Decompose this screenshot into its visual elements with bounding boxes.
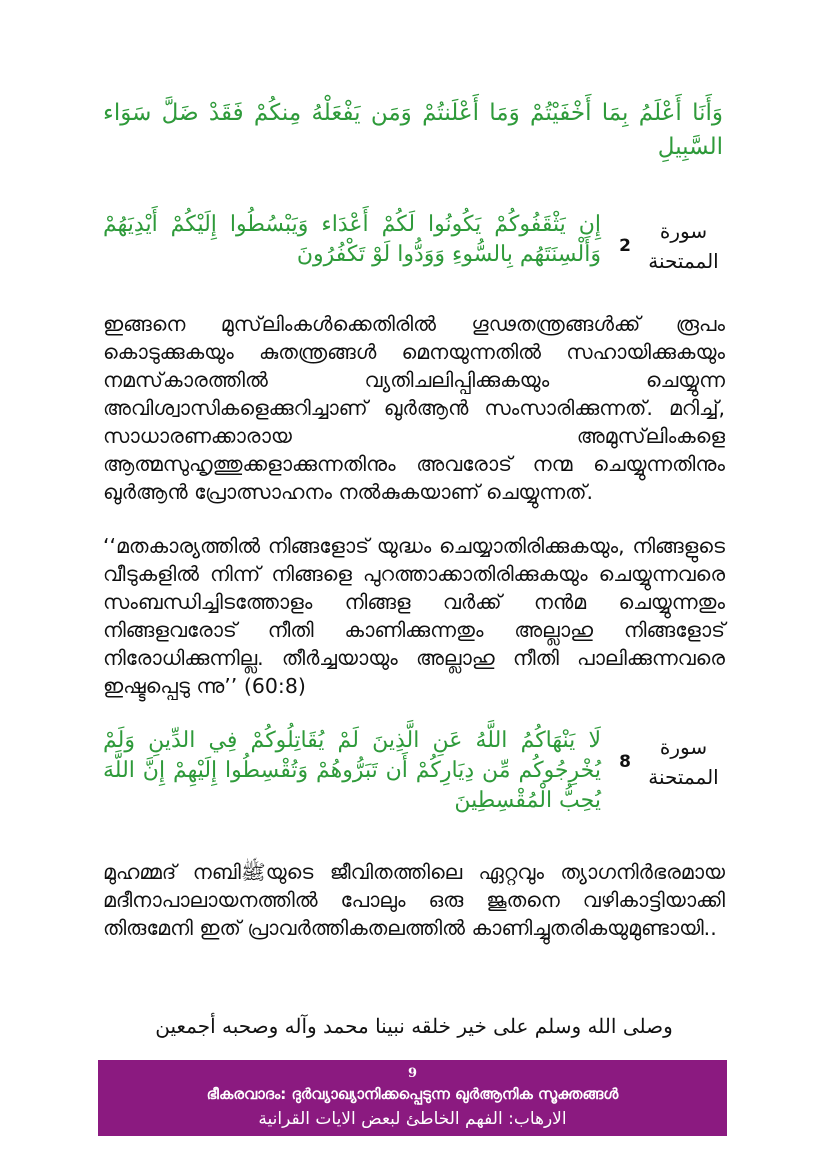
closing-salutation: وصلى الله وسلم على خير خلقه نبينا محمد وآله وصحبه أجمعين: [155, 1014, 673, 1038]
surah-label: سورة الممتحنة: [648, 219, 719, 273]
footer-title-arabic: الارهاب: الفهم الخاطئ لبعض الايات القرانية: [258, 1109, 567, 1129]
paragraph-verse-translation: ‘‘മതകാര്യത്തിൽ നിങ്ങളോട് യുദ്ധം ചെയ്യാതിരിക്കുകയും, നിങ്ങളുടെ വീടുകളിൽ നിന്ന് നിങ്ങളെ പുറത്താക്കാതിരിക്കുകയും ചെയ്യുന്നവരെ സംബന്ധിച്ചിടത്തോളം നിങ്ങള വർക്ക് നൻമ ചെയ്യുന്നതും നിങ്ങളവരോട് നീതി കാണിക്കുന്നതും അല്ലാഹു നിങ്ങളോട് നിരോധിക്കുന്നില്ല. തീർച്ചയായും അല്ലാഹു നീതി പാലിക്കുന്നവരെ ഇഷ്ടപ്പെടു ന്നു’’ (60:8): [103, 534, 725, 698]
surah-label: سورة الممتحنة: [648, 735, 719, 789]
verse-number: 2: [619, 236, 631, 256]
paragraph-explanation: ഇങ്ങനെ മുസ്‌ലിംകൾക്കെതിരിൽ ഗൂഢതന്ത്രങ്ങൾക്ക് രൂപം കൊടുക്കുകയും കുതന്ത്രങ്ങൾ മെനയുന്നതിൽ സഹായിക്കുകയും നമസ്‌കാരത്തിൽ വ്യതിചലിപ്പിക്കുകയും ചെയ്യുന്ന അവിശ്വാസികളെക്കുറിച്ചാണ് ഖുർആൻ സംസാരിക്കുന്നത്. മറിച്ച്, സാധാരണക്കാരായ അമുസ്‌ലിംകളെ ആത്മസുഹൃത്തുക്കളാക്കുന്നതിനും അവരോട് നന്മ ചെയ്യുന്നതിനും ഖുർആൻ പ്രോത്സാഹനം നൽകുകയാണ് ചെയ്യുന്നത്.: [103, 312, 725, 504]
verse-row-2: [103, 210, 728, 290]
page-number: 9: [407, 1066, 418, 1081]
quran-verse-text: إِن يَثْقَفُوكُمْ يَكُونُوا لَكُمْ أَعْدَاء وَيَبْسُطُوا إِلَيْكُمْ أَيْدِيَهُمْ وَأَلْسِنَتَهُم بِالسُّوءِ وَوَدُّوا لَوْ تَكْفُرُونَ: [103, 212, 601, 267]
footer-title-malayalam: ഭീകരവാദം: ദുർവ്യാഖ്യാനിക്കപ്പെടുന്ന ഖുർആനിക സൂക്തങ്ങൾ: [206, 1085, 619, 1103]
footer-band: [98, 1060, 727, 1136]
quran-verse-top: وَأَنَا أَعْلَمُ بِمَا أَخْفَيْتُمْ وَمَا أَعْلَنتُمْ وَمَن يَفْعَلْهُ مِنكُمْ فَقَدْ ضَلَّ سَوَاء السَّبِيلِ: [103, 100, 723, 160]
quran-verse-text: لَا يَنْهَاكُمُ اللَّهُ عَنِ الَّذِينَ لَمْ يُقَاتِلُوكُمْ فِي الدِّينِ وَلَمْ يُخْرِجُوكُم مِّن دِيَارِكُمْ أَن تَبَرُّوهُمْ وَتُقْسِطُوا إِلَيْهِمْ إِنَّ اللَّهَ يُحِبُّ الْمُقْسِطِينَ: [103, 728, 601, 813]
verse-number: 8: [619, 752, 631, 772]
verse-row-8: [103, 726, 728, 822]
paragraph-prophet-example: മുഹമ്മദ് നബിﷺയുടെ ജീവിതത്തിലെ ഏറ്റവും ത്യാഗനിർഭരമായ മദീനാപാലായനത്തിൽ പോലും ഒരു ജൂതനെ വഴികാട്ടിയാക്കി തിരുമേനി ഇത് പ്രാവർത്തികതലത്തിൽ കാണിച്ചുതരികയുമുണ്ടായി..: [103, 860, 725, 940]
